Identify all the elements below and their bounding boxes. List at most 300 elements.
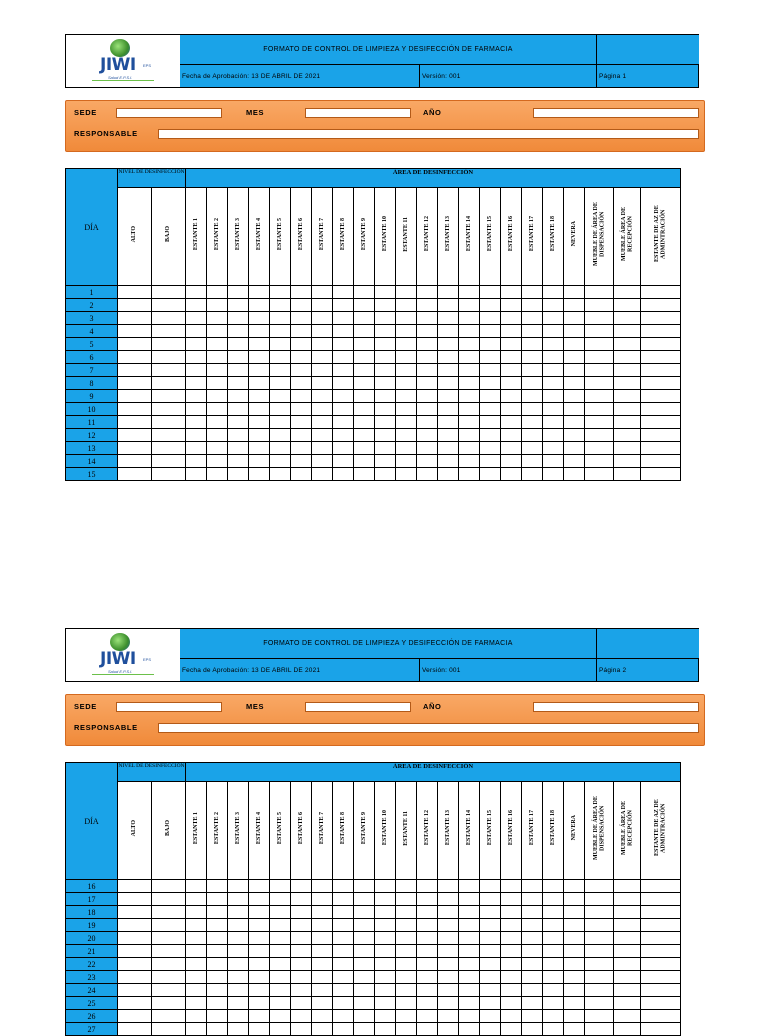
- check-cell[interactable]: [641, 338, 681, 351]
- check-cell[interactable]: [438, 325, 459, 338]
- check-cell[interactable]: [417, 1010, 438, 1023]
- check-cell[interactable]: [152, 377, 186, 390]
- check-cell[interactable]: [459, 919, 480, 932]
- check-cell[interactable]: [396, 312, 417, 325]
- check-cell[interactable]: [354, 403, 375, 416]
- check-cell[interactable]: [270, 442, 291, 455]
- check-cell[interactable]: [522, 906, 543, 919]
- check-cell[interactable]: [186, 325, 207, 338]
- check-cell[interactable]: [417, 971, 438, 984]
- check-cell[interactable]: [543, 880, 564, 893]
- check-cell[interactable]: [522, 338, 543, 351]
- check-cell[interactable]: [291, 1010, 312, 1023]
- check-cell[interactable]: [501, 351, 522, 364]
- check-cell[interactable]: [564, 455, 585, 468]
- check-cell[interactable]: [641, 442, 681, 455]
- check-cell[interactable]: [291, 997, 312, 1010]
- check-cell[interactable]: [333, 351, 354, 364]
- check-cell[interactable]: [480, 442, 501, 455]
- check-cell[interactable]: [207, 958, 228, 971]
- check-cell[interactable]: [417, 919, 438, 932]
- sede-field[interactable]: [116, 108, 222, 118]
- check-cell[interactable]: [207, 390, 228, 403]
- check-cell[interactable]: [152, 468, 186, 481]
- check-cell[interactable]: [396, 971, 417, 984]
- check-cell[interactable]: [207, 325, 228, 338]
- check-cell[interactable]: [438, 906, 459, 919]
- check-cell[interactable]: [522, 325, 543, 338]
- check-cell[interactable]: [312, 958, 333, 971]
- check-cell[interactable]: [228, 351, 249, 364]
- check-cell[interactable]: [207, 299, 228, 312]
- check-cell[interactable]: [152, 984, 186, 997]
- check-cell[interactable]: [291, 351, 312, 364]
- check-cell[interactable]: [459, 1010, 480, 1023]
- check-cell[interactable]: [375, 468, 396, 481]
- check-cell[interactable]: [118, 299, 152, 312]
- check-cell[interactable]: [375, 429, 396, 442]
- check-cell[interactable]: [207, 945, 228, 958]
- check-cell[interactable]: [228, 880, 249, 893]
- check-cell[interactable]: [228, 299, 249, 312]
- check-cell[interactable]: [375, 351, 396, 364]
- check-cell[interactable]: [614, 984, 641, 997]
- check-cell[interactable]: [354, 442, 375, 455]
- check-cell[interactable]: [417, 364, 438, 377]
- check-cell[interactable]: [585, 958, 614, 971]
- check-cell[interactable]: [118, 893, 152, 906]
- check-cell[interactable]: [354, 932, 375, 945]
- check-cell[interactable]: [641, 997, 681, 1010]
- check-cell[interactable]: [291, 390, 312, 403]
- check-cell[interactable]: [291, 906, 312, 919]
- check-cell[interactable]: [228, 442, 249, 455]
- check-cell[interactable]: [564, 958, 585, 971]
- check-cell[interactable]: [641, 325, 681, 338]
- check-cell[interactable]: [501, 958, 522, 971]
- check-cell[interactable]: [614, 906, 641, 919]
- check-cell[interactable]: [333, 945, 354, 958]
- check-cell[interactable]: [270, 1023, 291, 1036]
- check-cell[interactable]: [564, 299, 585, 312]
- check-cell[interactable]: [118, 919, 152, 932]
- check-cell[interactable]: [438, 919, 459, 932]
- check-cell[interactable]: [249, 286, 270, 299]
- check-cell[interactable]: [291, 971, 312, 984]
- check-cell[interactable]: [228, 364, 249, 377]
- check-cell[interactable]: [186, 984, 207, 997]
- check-cell[interactable]: [564, 945, 585, 958]
- check-cell[interactable]: [438, 1023, 459, 1036]
- check-cell[interactable]: [291, 932, 312, 945]
- check-cell[interactable]: [354, 468, 375, 481]
- check-cell[interactable]: [459, 984, 480, 997]
- check-cell[interactable]: [480, 1010, 501, 1023]
- check-cell[interactable]: [375, 958, 396, 971]
- check-cell[interactable]: [522, 919, 543, 932]
- check-cell[interactable]: [207, 403, 228, 416]
- check-cell[interactable]: [228, 945, 249, 958]
- check-cell[interactable]: [118, 468, 152, 481]
- check-cell[interactable]: [543, 958, 564, 971]
- check-cell[interactable]: [249, 984, 270, 997]
- check-cell[interactable]: [333, 325, 354, 338]
- check-cell[interactable]: [417, 1023, 438, 1036]
- check-cell[interactable]: [438, 403, 459, 416]
- check-cell[interactable]: [459, 312, 480, 325]
- check-cell[interactable]: [207, 932, 228, 945]
- check-cell[interactable]: [291, 984, 312, 997]
- check-cell[interactable]: [312, 325, 333, 338]
- check-cell[interactable]: [249, 880, 270, 893]
- check-cell[interactable]: [375, 286, 396, 299]
- check-cell[interactable]: [375, 971, 396, 984]
- check-cell[interactable]: [228, 1023, 249, 1036]
- check-cell[interactable]: [522, 945, 543, 958]
- check-cell[interactable]: [152, 971, 186, 984]
- check-cell[interactable]: [438, 880, 459, 893]
- check-cell[interactable]: [396, 1010, 417, 1023]
- check-cell[interactable]: [543, 919, 564, 932]
- check-cell[interactable]: [480, 325, 501, 338]
- check-cell[interactable]: [417, 338, 438, 351]
- check-cell[interactable]: [501, 390, 522, 403]
- check-cell[interactable]: [228, 919, 249, 932]
- check-cell[interactable]: [641, 893, 681, 906]
- check-cell[interactable]: [118, 312, 152, 325]
- check-cell[interactable]: [438, 468, 459, 481]
- check-cell[interactable]: [480, 945, 501, 958]
- check-cell[interactable]: [291, 286, 312, 299]
- check-cell[interactable]: [564, 390, 585, 403]
- check-cell[interactable]: [354, 1010, 375, 1023]
- check-cell[interactable]: [522, 932, 543, 945]
- check-cell[interactable]: [118, 325, 152, 338]
- check-cell[interactable]: [249, 338, 270, 351]
- check-cell[interactable]: [396, 997, 417, 1010]
- check-cell[interactable]: [543, 893, 564, 906]
- check-cell[interactable]: [480, 971, 501, 984]
- check-cell[interactable]: [438, 286, 459, 299]
- check-cell[interactable]: [333, 932, 354, 945]
- check-cell[interactable]: [333, 1023, 354, 1036]
- check-cell[interactable]: [564, 377, 585, 390]
- check-cell[interactable]: [417, 906, 438, 919]
- check-cell[interactable]: [417, 880, 438, 893]
- check-cell[interactable]: [501, 1010, 522, 1023]
- check-cell[interactable]: [585, 325, 614, 338]
- check-cell[interactable]: [354, 416, 375, 429]
- check-cell[interactable]: [375, 338, 396, 351]
- check-cell[interactable]: [186, 455, 207, 468]
- check-cell[interactable]: [438, 984, 459, 997]
- check-cell[interactable]: [249, 390, 270, 403]
- check-cell[interactable]: [543, 906, 564, 919]
- check-cell[interactable]: [543, 971, 564, 984]
- check-cell[interactable]: [543, 338, 564, 351]
- check-cell[interactable]: [186, 377, 207, 390]
- check-cell[interactable]: [270, 971, 291, 984]
- check-cell[interactable]: [543, 1010, 564, 1023]
- check-cell[interactable]: [480, 377, 501, 390]
- check-cell[interactable]: [333, 468, 354, 481]
- check-cell[interactable]: [270, 893, 291, 906]
- check-cell[interactable]: [333, 299, 354, 312]
- check-cell[interactable]: [522, 403, 543, 416]
- check-cell[interactable]: [585, 932, 614, 945]
- check-cell[interactable]: [459, 945, 480, 958]
- check-cell[interactable]: [354, 325, 375, 338]
- check-cell[interactable]: [118, 377, 152, 390]
- check-cell[interactable]: [312, 932, 333, 945]
- check-cell[interactable]: [543, 416, 564, 429]
- check-cell[interactable]: [291, 429, 312, 442]
- check-cell[interactable]: [438, 390, 459, 403]
- check-cell[interactable]: [249, 377, 270, 390]
- check-cell[interactable]: [480, 893, 501, 906]
- check-cell[interactable]: [333, 919, 354, 932]
- check-cell[interactable]: [614, 403, 641, 416]
- check-cell[interactable]: [354, 312, 375, 325]
- check-cell[interactable]: [249, 893, 270, 906]
- check-cell[interactable]: [186, 442, 207, 455]
- check-cell[interactable]: [249, 442, 270, 455]
- check-cell[interactable]: [585, 338, 614, 351]
- check-cell[interactable]: [459, 455, 480, 468]
- check-cell[interactable]: [585, 1010, 614, 1023]
- check-cell[interactable]: [641, 880, 681, 893]
- check-cell[interactable]: [270, 351, 291, 364]
- check-cell[interactable]: [118, 984, 152, 997]
- check-cell[interactable]: [438, 351, 459, 364]
- check-cell[interactable]: [501, 377, 522, 390]
- check-cell[interactable]: [333, 880, 354, 893]
- responsable-field[interactable]: [158, 723, 699, 733]
- check-cell[interactable]: [312, 455, 333, 468]
- check-cell[interactable]: [228, 997, 249, 1010]
- check-cell[interactable]: [312, 377, 333, 390]
- check-cell[interactable]: [396, 958, 417, 971]
- check-cell[interactable]: [249, 932, 270, 945]
- check-cell[interactable]: [417, 390, 438, 403]
- check-cell[interactable]: [614, 468, 641, 481]
- check-cell[interactable]: [480, 906, 501, 919]
- check-cell[interactable]: [501, 455, 522, 468]
- check-cell[interactable]: [312, 945, 333, 958]
- check-cell[interactable]: [564, 468, 585, 481]
- check-cell[interactable]: [118, 1010, 152, 1023]
- check-cell[interactable]: [375, 997, 396, 1010]
- check-cell[interactable]: [501, 997, 522, 1010]
- check-cell[interactable]: [585, 880, 614, 893]
- check-cell[interactable]: [333, 338, 354, 351]
- check-cell[interactable]: [543, 364, 564, 377]
- check-cell[interactable]: [522, 1023, 543, 1036]
- check-cell[interactable]: [249, 1010, 270, 1023]
- check-cell[interactable]: [614, 351, 641, 364]
- check-cell[interactable]: [564, 932, 585, 945]
- check-cell[interactable]: [333, 958, 354, 971]
- check-cell[interactable]: [312, 338, 333, 351]
- check-cell[interactable]: [396, 286, 417, 299]
- check-cell[interactable]: [152, 390, 186, 403]
- check-cell[interactable]: [118, 403, 152, 416]
- check-cell[interactable]: [585, 364, 614, 377]
- check-cell[interactable]: [543, 442, 564, 455]
- check-cell[interactable]: [118, 338, 152, 351]
- check-cell[interactable]: [641, 351, 681, 364]
- check-cell[interactable]: [354, 984, 375, 997]
- check-cell[interactable]: [480, 390, 501, 403]
- check-cell[interactable]: [564, 325, 585, 338]
- check-cell[interactable]: [585, 919, 614, 932]
- check-cell[interactable]: [375, 1023, 396, 1036]
- check-cell[interactable]: [375, 299, 396, 312]
- check-cell[interactable]: [501, 893, 522, 906]
- check-cell[interactable]: [228, 312, 249, 325]
- check-cell[interactable]: [480, 429, 501, 442]
- check-cell[interactable]: [417, 299, 438, 312]
- responsable-field[interactable]: [158, 129, 699, 139]
- check-cell[interactable]: [270, 919, 291, 932]
- check-cell[interactable]: [118, 416, 152, 429]
- check-cell[interactable]: [152, 364, 186, 377]
- check-cell[interactable]: [333, 971, 354, 984]
- check-cell[interactable]: [207, 429, 228, 442]
- check-cell[interactable]: [585, 299, 614, 312]
- check-cell[interactable]: [228, 984, 249, 997]
- check-cell[interactable]: [118, 455, 152, 468]
- check-cell[interactable]: [228, 429, 249, 442]
- check-cell[interactable]: [333, 312, 354, 325]
- check-cell[interactable]: [354, 455, 375, 468]
- check-cell[interactable]: [480, 338, 501, 351]
- check-cell[interactable]: [585, 429, 614, 442]
- check-cell[interactable]: [312, 429, 333, 442]
- check-cell[interactable]: [614, 377, 641, 390]
- check-cell[interactable]: [459, 416, 480, 429]
- check-cell[interactable]: [396, 919, 417, 932]
- check-cell[interactable]: [614, 1010, 641, 1023]
- check-cell[interactable]: [543, 429, 564, 442]
- check-cell[interactable]: [459, 468, 480, 481]
- check-cell[interactable]: [354, 997, 375, 1010]
- check-cell[interactable]: [312, 351, 333, 364]
- check-cell[interactable]: [396, 906, 417, 919]
- check-cell[interactable]: [118, 429, 152, 442]
- mes-field[interactable]: [305, 108, 411, 118]
- check-cell[interactable]: [152, 997, 186, 1010]
- check-cell[interactable]: [186, 416, 207, 429]
- check-cell[interactable]: [249, 1023, 270, 1036]
- check-cell[interactable]: [614, 390, 641, 403]
- check-cell[interactable]: [118, 997, 152, 1010]
- check-cell[interactable]: [614, 945, 641, 958]
- check-cell[interactable]: [501, 971, 522, 984]
- check-cell[interactable]: [480, 403, 501, 416]
- check-cell[interactable]: [333, 429, 354, 442]
- check-cell[interactable]: [501, 468, 522, 481]
- check-cell[interactable]: [614, 919, 641, 932]
- check-cell[interactable]: [501, 919, 522, 932]
- check-cell[interactable]: [118, 958, 152, 971]
- check-cell[interactable]: [118, 906, 152, 919]
- check-cell[interactable]: [585, 442, 614, 455]
- check-cell[interactable]: [270, 906, 291, 919]
- check-cell[interactable]: [585, 1023, 614, 1036]
- check-cell[interactable]: [152, 442, 186, 455]
- check-cell[interactable]: [118, 880, 152, 893]
- check-cell[interactable]: [312, 299, 333, 312]
- check-cell[interactable]: [501, 416, 522, 429]
- check-cell[interactable]: [228, 325, 249, 338]
- check-cell[interactable]: [501, 403, 522, 416]
- check-cell[interactable]: [152, 338, 186, 351]
- check-cell[interactable]: [501, 906, 522, 919]
- check-cell[interactable]: [396, 455, 417, 468]
- check-cell[interactable]: [396, 1023, 417, 1036]
- check-cell[interactable]: [152, 351, 186, 364]
- check-cell[interactable]: [228, 893, 249, 906]
- check-cell[interactable]: [152, 403, 186, 416]
- check-cell[interactable]: [152, 906, 186, 919]
- check-cell[interactable]: [291, 893, 312, 906]
- check-cell[interactable]: [522, 455, 543, 468]
- check-cell[interactable]: [438, 416, 459, 429]
- check-cell[interactable]: [480, 997, 501, 1010]
- check-cell[interactable]: [270, 338, 291, 351]
- check-cell[interactable]: [207, 906, 228, 919]
- check-cell[interactable]: [396, 893, 417, 906]
- check-cell[interactable]: [585, 893, 614, 906]
- check-cell[interactable]: [207, 416, 228, 429]
- check-cell[interactable]: [228, 403, 249, 416]
- check-cell[interactable]: [152, 932, 186, 945]
- check-cell[interactable]: [396, 403, 417, 416]
- check-cell[interactable]: [438, 312, 459, 325]
- check-cell[interactable]: [375, 390, 396, 403]
- check-cell[interactable]: [585, 468, 614, 481]
- check-cell[interactable]: [438, 429, 459, 442]
- check-cell[interactable]: [249, 468, 270, 481]
- check-cell[interactable]: [118, 364, 152, 377]
- check-cell[interactable]: [333, 1010, 354, 1023]
- check-cell[interactable]: [480, 312, 501, 325]
- check-cell[interactable]: [354, 919, 375, 932]
- check-cell[interactable]: [228, 416, 249, 429]
- check-cell[interactable]: [249, 997, 270, 1010]
- check-cell[interactable]: [207, 1010, 228, 1023]
- check-cell[interactable]: [270, 416, 291, 429]
- check-cell[interactable]: [480, 416, 501, 429]
- check-cell[interactable]: [396, 325, 417, 338]
- check-cell[interactable]: [333, 893, 354, 906]
- check-cell[interactable]: [375, 312, 396, 325]
- check-cell[interactable]: [564, 919, 585, 932]
- check-cell[interactable]: [459, 893, 480, 906]
- check-cell[interactable]: [207, 997, 228, 1010]
- check-cell[interactable]: [522, 364, 543, 377]
- check-cell[interactable]: [118, 286, 152, 299]
- check-cell[interactable]: [564, 338, 585, 351]
- check-cell[interactable]: [354, 429, 375, 442]
- check-cell[interactable]: [291, 377, 312, 390]
- check-cell[interactable]: [543, 932, 564, 945]
- check-cell[interactable]: [186, 468, 207, 481]
- check-cell[interactable]: [186, 351, 207, 364]
- check-cell[interactable]: [459, 364, 480, 377]
- check-cell[interactable]: [333, 455, 354, 468]
